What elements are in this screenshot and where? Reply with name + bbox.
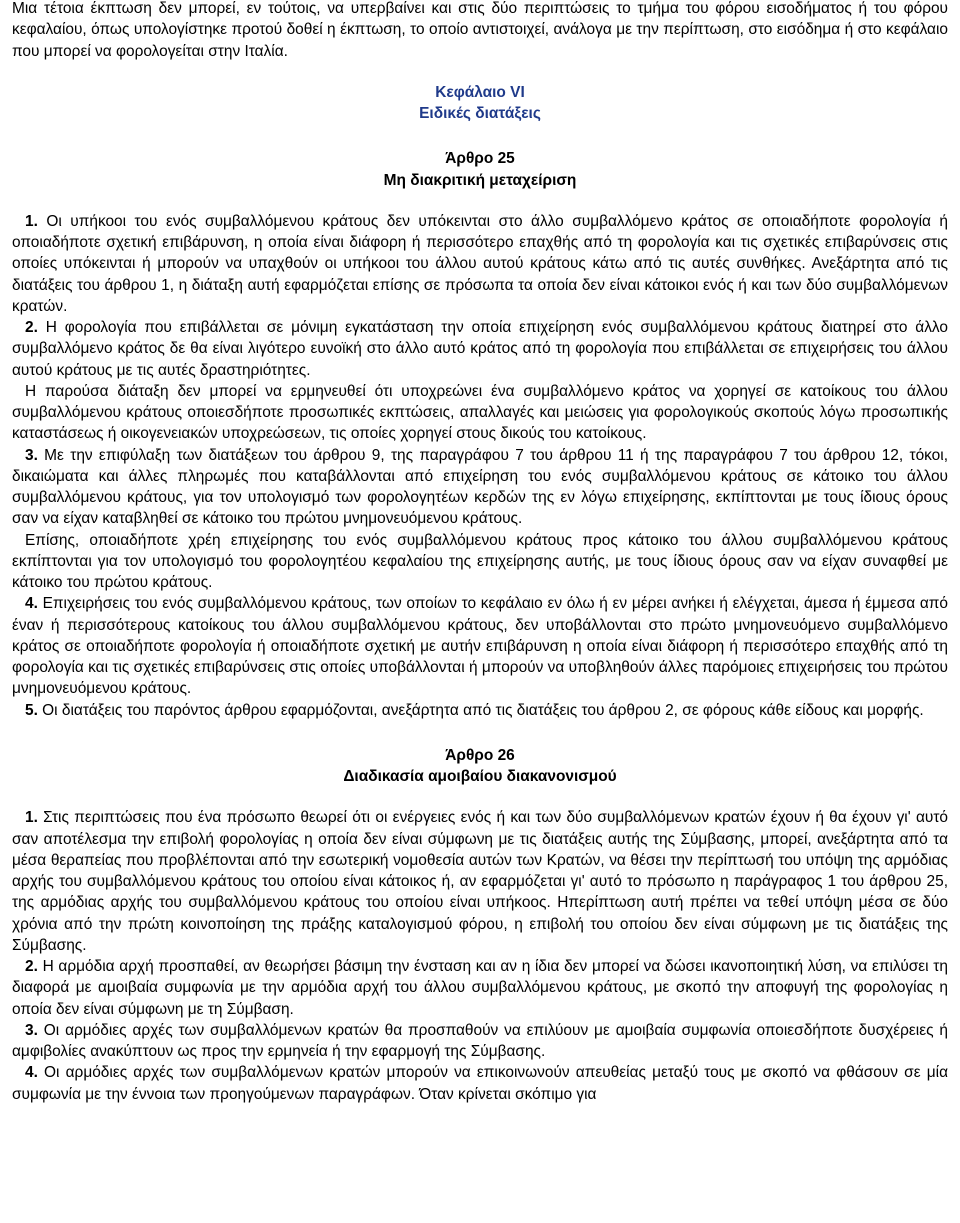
paragraph-text: Η φορολογία που επιβάλλεται σε μόνιμη εγκατάσταση την οποία επιχείρηση ενός συμβαλλόμενου κράτους διατηρεί στο άλλο συμβαλλόμενο κράτος δε θα είναι λιγότερο ευνοϊκή στο άλλο αυτό κράτος από τη φορολογία που επιβάλλεται σε επιχειρήσεις του άλλου αυτού κράτους με τις αυτές δραστηριότητες. <box>12 319 948 379</box>
article-26-paragraph-2 <box>12 956 948 1020</box>
opening-paragraph: Μια τέτοια έκπτωση δεν μπορεί, εν τούτοις, να υπερβαίνει και στις δύο περιπτώσεις το τμήμα του φόρου εισοδήματος ή του φόρου κεφαλαίου, όπως υπολογίστηκε προτού δοθεί η έκπτωση, το οποίο αντιστοιχεί, ανάλογα με την περίπτωση, στο εισόδημα ή στο κεφάλαιο που μπορεί να φορολογείται στην Ιταλία. <box>12 0 948 60</box>
paragraph-text: Με την επιφύλαξη των διατάξεων του άρθρου 9, της παραγράφου 7 του άρθρου 11 ή της παραγράφου 7 του άρθρου 12, τόκοι, δικαιώματα και άλλες πληρωμές που καταβάλλονται από επιχείρηση του ενός συμβαλλόμενου κράτους σε κάτοικο του άλλου συμβαλλόμενου κράτους, για τον υπολογισμό των φορολογητέων κερδών της εν λόγω επιχείρησης, εκπίπτονται με τους ίδιους όρους σαν να είχαν καταβληθεί σε κάτοικο του πρώτου μνημονευόμενου κράτους. <box>12 446 948 528</box>
article-25-paragraph-3 <box>12 445 948 530</box>
paragraph-number: 1. <box>25 212 38 230</box>
article-25-paragraph-3b <box>12 530 948 594</box>
paragraph-text: Η αρμόδια αρχή προσπαθεί, αν θεωρήσει βάσιμη την ένσταση και αν η ίδια δεν μπορεί να δώσει ικανοποιητική λύση, να επιλύσει τη διαφορά με αμοιβαία συμφωνία με την αρμόδια αρχή του άλλου συμβαλλόμενου κράτους, με σκοπό την αποφυγή της φορολογίας η οποία δεν είναι σύμφωνη με τη Σύμβαση. <box>12 958 948 1018</box>
article-25-paragraph-2 <box>12 317 948 381</box>
paragraph-text: Στις περιπτώσεις που ένα πρόσωπο θεωρεί ότι οι ενέργειες ενός ή και των δύο συμβαλλόμενων κρατών έχουν ή θα έχουν γι' αυτό σαν αποτέλεσμα την επιβολή φορολογίας η οποία δεν είναι σύμφωνη με τις διατάξεις αυτής της Σύμβασης, μπορεί, ανεξάρτητα από τα μέσα θεραπείας που προβλέπονται από την εσωτερική νομοθεσία αυτών των Κρατών, να θέσει την περίπτωσή του υπόψη της αρμόδιας αρχής του συμβαλλόμενου κράτους του οποίου είναι κάτοικος ή, αν εφαρμόζεται γι' αυτό το πρόσωπο η παράγραφος 1 του άρθρου 25, της αρμόδιας αρχής του συμβαλλόμενου κράτους του οποίου είναι υπήκοος. Ηπερίπτωση αυτή πρέπει να τεθεί υπόψη μέσα σε δύο χρόνια από την πρώτη κοινοποίηση της πράξης καταλογισμού φόρου, η επιβολή του οποίου δεν είναι σύμφωνη με τις διατάξεις της Σύμβασης. <box>12 809 948 954</box>
article-25-paragraph-1 <box>12 211 948 317</box>
chapter-title: Ειδικές διατάξεις <box>419 105 541 122</box>
paragraph-text: Οι αρμόδιες αρχές των συμβαλλόμενων κρατών μπορούν να επικοινωνούν απευθείας μεταξύ τους με σκοπό να φθάσουν σε μία συμφωνία με την έννοια των προηγούμενων παραγράφων. Όταν κρίνεται σκόπιμο για <box>12 1064 948 1103</box>
paragraph-text: Επιχειρήσεις του ενός συμβαλλόμενου κράτους, των οποίων το κεφάλαιο εν όλω ή εν μέρει ανήκει ή ελέγχεται, άμεσα ή έμμεσα από έναν ή περισσότερους κατοίκους του άλλου συμβαλλόμενου κράτους, δεν υποβάλλονται στο πρώτο μνημονευόμενο συμβαλλόμενο κράτος σε οποιαδήποτε φορολογία ή οποιαδήποτε σχετική με αυτήν επιβάρυνση η οποία είναι διάφορη ή περισσότερο επαχθής από τη φορολογία και τις σχετικές επιβαρύνσεις στις οποίες υποβάλλονται ή μπορούν να υποβληθούν άλλες παρόμοιες επιχειρήσεις του πρώτου μνημονευόμενου κράτους. <box>12 595 948 698</box>
paragraph-number: 4. <box>25 595 38 613</box>
article-25-number: Άρθρο 25 <box>445 150 515 168</box>
article-26-paragraph-3 <box>12 1020 948 1063</box>
paragraph-number: 4. <box>25 1064 38 1082</box>
article-25-paragraph-2b <box>12 381 948 445</box>
chapter-number: Κεφάλαιο VI <box>435 83 525 101</box>
paragraph-number: 3. <box>25 446 38 464</box>
document-body <box>12 0 948 1105</box>
paragraph-number: 1. <box>25 809 38 827</box>
paragraph-number: 5. <box>25 701 38 719</box>
paragraph-text: Οι υπήκοοι του ενός συμβαλλόμενου κράτους δεν υπόκεινται στο άλλο συμβαλλόμενο κράτος σε οποιαδήποτε φορολογία ή οποιαδήποτε σχετική επιβάρυνση, η οποία είναι διάφορη ή περισσότερο επαχθής από τη φορολογία και τις σχετικές επιβαρύνσεις στις οποίες υπόκεινται ή μπορούν να υπαχθούν οι υπήκοοι του άλλου αυτού κράτους κάτω από τις αυτές συνθήκες. Ανεξάρτητα από τις διατάξεις του άρθρου 1, η διάταξη αυτή εφαρμόζεται επίσης σε πρόσωπα τα οποία δεν είναι κάτοικοι ενός ή και των δύο συμβαλλόμενων κρατών. <box>12 212 948 315</box>
paragraph-number: 3. <box>25 1021 38 1039</box>
article-26-paragraph-1 <box>12 807 948 956</box>
paragraph-text: Η παρούσα διάταξη δεν μπορεί να ερμηνευθεί ότι υποχρεώνει ένα συμβαλλόμενο κράτος να χορηγεί σε κατοίκους του άλλου συμβαλλόμενου κράτους οποιεσδήποτε προσωπικές εκπτώσεις, απαλλαγές και μειώσεις για φορολογικούς σκοπούς λόγω προσωπικής καταστάσεως ή οικογενειακών υποχρεώσεων, τις οποίες χορηγεί στους δικούς του κατοίκους. <box>12 382 948 443</box>
article-25-title: Μη διακριτική μεταχείριση <box>383 171 577 189</box>
paragraph-number: 2. <box>25 958 38 975</box>
paragraph-number: 2. <box>25 319 38 336</box>
article-26-number: Άρθρο 26 <box>445 746 515 764</box>
article-26-title: Διαδικασία αμοιβαίου διακανονισμού <box>343 768 617 785</box>
article-25-paragraph-5 <box>12 700 948 721</box>
paragraph-text: Επίσης, οποιαδήποτε χρέη επιχείρησης του ενός συμβαλλόμενου κράτους προς κάτοικο του άλλου συμβαλλόμενου κράτους εκπίπτονται για τον υπολογισμό του φορολογητέου κεφαλαίου της επιχείρησης αυτής, με τους ίδιους όρους σαν να είχαν συναφθεί με κάτοικο του πρώτου κράτους. <box>12 531 948 591</box>
paragraph-text: Οι διατάξεις του παρόντος άρθρου εφαρμόζονται, ανεξάρτητα από τις διατάξεις του άρθρου 2, σε φόρους κάθε είδους και μορφής. <box>37 701 924 719</box>
article-25-paragraph-4 <box>12 593 948 699</box>
article-26-paragraph-4 <box>12 1062 948 1105</box>
paragraph-text: Οι αρμόδιες αρχές των συμβαλλόμενων κρατών θα προσπαθούν να επιλύουν με αμοιβαία συμφωνία οποιεσδήποτε δυσχέρειες ή αμφιβολίες ανακύπτουν ως προς την ερμηνεία ή την εφαρμογή της Σύμβασης. <box>12 1021 948 1060</box>
